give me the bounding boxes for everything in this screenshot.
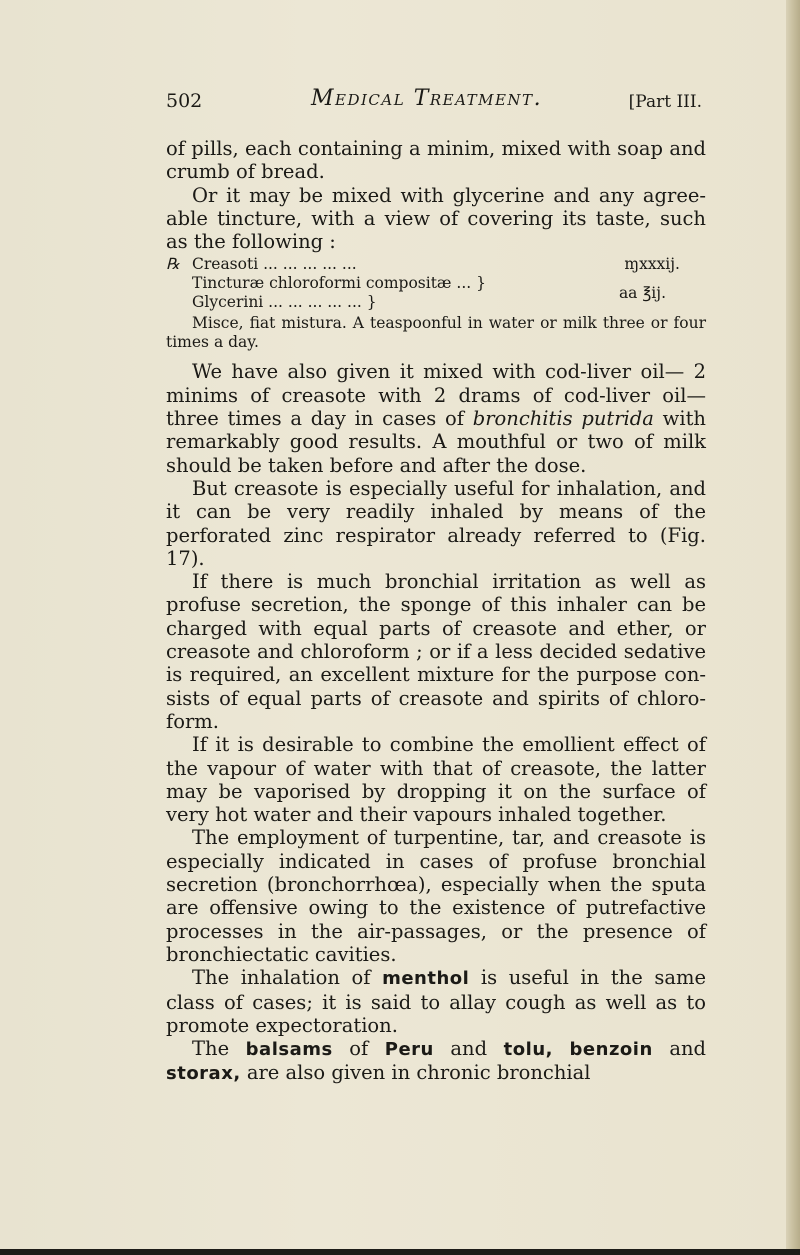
ingredient-tincture: Tincturæ chloroformi compositæ ... } bbox=[192, 274, 487, 293]
paragraph-glycerine: Or it may be mixed with glycerine and any agreeable tincture, with a view of covering its taste, such as the following : bbox=[166, 183, 706, 254]
drug-menthol: menthol bbox=[382, 968, 470, 990]
paragraph-balsams: The balsams of Peru and tolu, benzoin and storax, are also given in chronic bronchial bbox=[166, 1037, 706, 1085]
dose-tincture-glycerine: aa ℥ij. bbox=[618, 284, 666, 303]
ingredient-glycerine: Glycerini ... ... ... ... ... } bbox=[192, 293, 377, 312]
rx-symbol-icon: ℞ bbox=[166, 255, 180, 274]
drug-tolu: tolu, bbox=[503, 1039, 553, 1061]
paragraph-bronchial-irritation: If there is much bronchial irritation as well as profuse secretion, the sponge of this inhaler can be charged with equal parts of creasote and ether, or creasote and chloroform ; or if a less decided sedative is required, an excellent mixture for the purpose consists of equal parts of creasote and spirits of chloroform. bbox=[166, 570, 706, 733]
part-label: [Part III. bbox=[628, 92, 702, 112]
prescription-line-glycerine bbox=[166, 293, 706, 312]
prescription-directions: Misce, fiat mistura. A teaspoonful in water or milk three or four times a day. bbox=[166, 314, 706, 352]
drug-storax: storax, bbox=[166, 1063, 241, 1085]
prescription-line-creasote bbox=[166, 255, 706, 274]
paragraph-pills: of pills, each containing a minim, mixed with soap and crumb of bread. bbox=[166, 137, 706, 184]
paragraph-emollient: If it is desirable to combine the emollient effect of the vapour of water with that of creasote, the latter may be vaporised by dropping it on the surface of very hot water and their vapours inhaled together. bbox=[166, 733, 706, 827]
page-header bbox=[166, 86, 702, 116]
body-text bbox=[166, 137, 706, 1086]
paragraph-cod-liver-oil: We have also given it mixed with cod-liver oil— 2 minims of creasote with 2 drams of cod-liver oil— three times a day in cases of bronchitis putrida with remarkably good results. A mouthful or two of milk should be taken before and after the dose. bbox=[166, 360, 706, 477]
dose-creasote: ɱxxxij. bbox=[624, 255, 680, 274]
term-bronchitis-putrida: bronchitis putrida bbox=[472, 407, 654, 431]
page-number: 502 bbox=[166, 90, 203, 112]
drug-benzoin: benzoin bbox=[569, 1039, 653, 1061]
scan-bottom-border bbox=[0, 1249, 800, 1255]
ingredient-creasote: Creasoti ... ... ... ... ... bbox=[192, 255, 357, 274]
drug-balsams: balsams bbox=[245, 1039, 333, 1061]
paragraph-menthol: The inhalation of menthol is useful in the same class of cases; it is said to allay cough as well as to promote expectoration. bbox=[166, 966, 707, 1037]
page-edge-shadow bbox=[786, 0, 800, 1255]
drug-peru: Peru bbox=[384, 1039, 434, 1061]
paragraph-turpentine: The employment of turpentine, tar, and creasote is especially indicated in cases of profuse bronchial secretion (bronchorrhœa), especially when the sputa are offensive owing to the existence of putrefactive processes in the air-passages, or the presence of bronchiectatic cavities. bbox=[166, 826, 706, 966]
prescription bbox=[166, 255, 706, 352]
paragraph-inhalation: But creasote is especially useful for inhalation, and it can be very readily inhaled by means of the perforated zinc respirator already referred to (Fig. 17). bbox=[166, 476, 706, 570]
running-title: Medical Treatment. bbox=[311, 86, 543, 111]
